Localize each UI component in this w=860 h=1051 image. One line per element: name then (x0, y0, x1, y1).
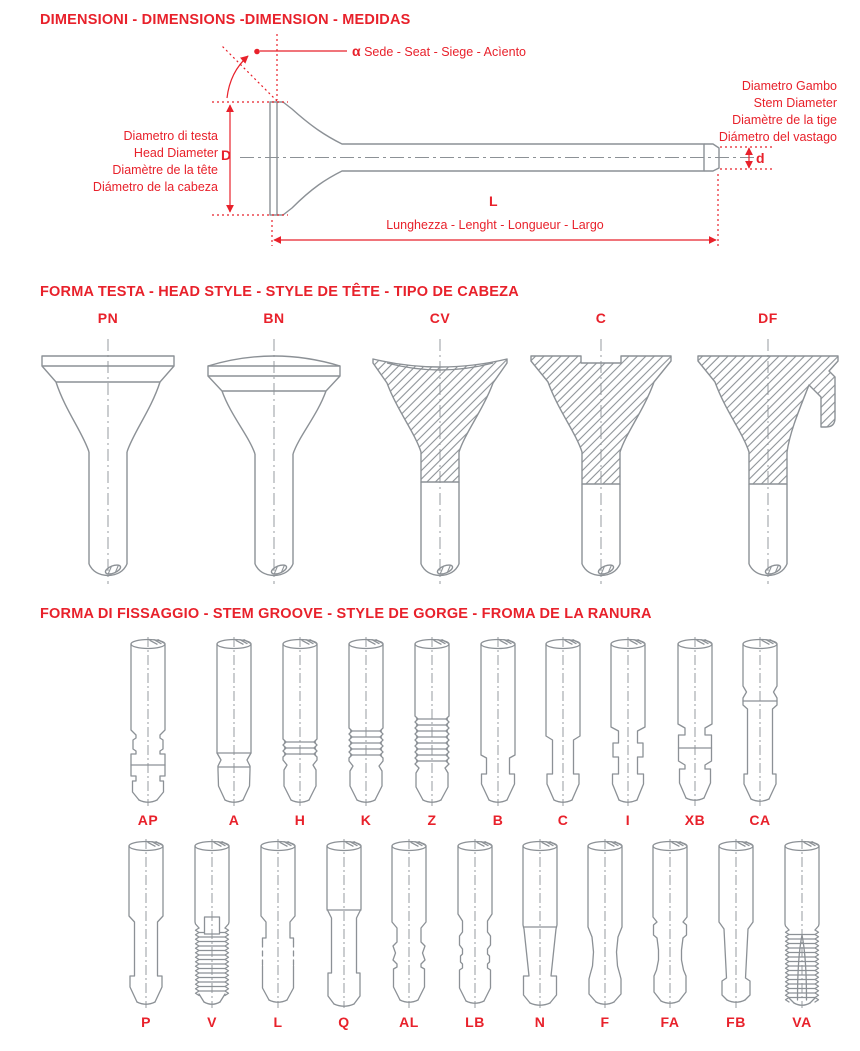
head-style-figure-pn (33, 310, 183, 591)
stem-groove-figure-xb (671, 636, 719, 828)
seat-angle-label (352, 43, 526, 61)
head-style-figure-c (526, 310, 676, 591)
stem-groove-drawing-c (539, 636, 587, 808)
stem-groove-drawing-fa (646, 838, 694, 1010)
stem-groove-label: Z (427, 812, 437, 828)
alpha-symbol: α (352, 43, 361, 59)
dimensions-section-title: DIMENSIONI - DIMENSIONS -DIMENSION - MEDIDAS (40, 12, 411, 28)
stem-groove-label: N (534, 1014, 546, 1030)
head-style-label: BN (263, 310, 285, 326)
stem-groove-figure-fb (712, 838, 760, 1030)
seat-angle-dot (254, 49, 260, 55)
stem-groove-figure-c (539, 636, 587, 828)
head-styles-section-title: FORMA TESTA - HEAD STYLE - STYLE DE TÊTE - TIPO DE CABEZA (40, 284, 519, 300)
stem-groove-label: FB (726, 1014, 746, 1030)
stem-groove-drawing-z (408, 636, 456, 808)
head-style-drawing-df (693, 336, 843, 591)
stem-groove-label: F (600, 1014, 610, 1030)
stem-groove-drawing-k (342, 636, 390, 808)
stem-groove-drawing-a (210, 636, 258, 808)
head-diameter-line: Head Diameter (133, 146, 218, 160)
head-style-label: DF (758, 310, 778, 326)
stem-groove-label: V (207, 1014, 217, 1030)
stem-groove-label: Q (338, 1014, 350, 1030)
stem-groove-drawing-v (188, 838, 236, 1010)
stem-diameter-line: Diametro Gambo (741, 79, 837, 93)
stem-groove-figure-al (385, 838, 433, 1030)
stem-groove-figure-l (254, 838, 302, 1030)
stem-groove-label: CA (749, 812, 771, 828)
stem-groove-drawing-lb (451, 838, 499, 1010)
stem-groove-label: I (625, 812, 631, 828)
stem-groove-figure-a (210, 636, 258, 828)
stem-groove-label: C (557, 812, 569, 828)
stem-groove-label: AL (399, 1014, 419, 1030)
stem-groove-label: A (228, 812, 240, 828)
stem-groove-label: FA (660, 1014, 680, 1030)
head-style-label: C (595, 310, 607, 326)
stem-groove-figure-h (276, 636, 324, 828)
stem-groove-label: VA (792, 1014, 812, 1030)
length-text: Lunghezza - Lenght - Longueur - Largo (386, 218, 604, 232)
head-diameter-line: Diametro di testa (123, 129, 218, 143)
stem-groove-label: K (360, 812, 372, 828)
stem-groove-figure-q (320, 838, 368, 1030)
stem-groove-drawing-va (778, 838, 826, 1010)
stem-groove-drawing-f (581, 838, 629, 1010)
stem-groove-drawing-ca (736, 636, 784, 808)
head-style-figure-cv (365, 310, 515, 591)
stem-groove-figure-b (474, 636, 522, 828)
seat-text: Sede - Seat - Siege - Acìento (364, 45, 526, 59)
stem-diameter-label (719, 78, 837, 146)
head-style-drawing-cv (365, 336, 515, 591)
head-style-label: PN (97, 310, 119, 326)
stem-groove-label: L (273, 1014, 283, 1030)
stem-groove-drawing-fb (712, 838, 760, 1010)
stem-groove-figure-va (778, 838, 826, 1030)
stem-groove-drawing-ap (124, 636, 172, 808)
head-style-figure-bn (199, 310, 349, 591)
stem-groove-figure-v (188, 838, 236, 1030)
head-style-drawing-c (526, 336, 676, 591)
stem-groove-figure-lb (451, 838, 499, 1030)
head-style-drawing-bn (199, 336, 349, 591)
stem-groove-drawing-q (320, 838, 368, 1010)
stem-groove-drawing-l (254, 838, 302, 1010)
stem-groove-drawing-xb (671, 636, 719, 808)
stem-groove-figure-ca (736, 636, 784, 828)
stem-groove-figure-z (408, 636, 456, 828)
stem-groove-figure-f (581, 838, 629, 1030)
stem-groove-figure-i (604, 636, 652, 828)
extension-dotted-lines (212, 34, 774, 246)
stem-groove-label: XB (684, 812, 706, 828)
stem-groove-figure-p (122, 838, 170, 1030)
stem-diameter-line: Diámetro del vastago (718, 130, 837, 144)
stem-groove-drawing-n (516, 838, 564, 1010)
stem-groove-figure-ap (124, 636, 172, 828)
stem-diameter-line: Stem Diameter (753, 96, 837, 110)
head-diameter-line: Diamètre de la tête (112, 163, 218, 177)
stem-groove-drawing-h (276, 636, 324, 808)
dimension-letter-d: d (756, 150, 765, 166)
dimension-lines (212, 34, 774, 246)
stem-groove-label: H (294, 812, 306, 828)
stem-groove-figure-n (516, 838, 564, 1030)
head-style-figure-df (693, 310, 843, 591)
head-diameter-label (93, 128, 218, 196)
stem-groove-label: LB (465, 1014, 485, 1030)
stem-groove-label: AP (137, 812, 159, 828)
stem-groove-label: B (492, 812, 504, 828)
stem-groove-figure-k (342, 636, 390, 828)
head-style-label: CV (429, 310, 451, 326)
dimension-letter-D: D (221, 147, 232, 163)
stem-groove-drawing-p (122, 838, 170, 1010)
stem-grooves-section-title: FORMA DI FISSAGGIO - STEM GROOVE - STYLE DE GORGE - FROMA DE LA RANURA (40, 606, 652, 622)
stem-groove-figure-fa (646, 838, 694, 1030)
dimension-letter-L: L (489, 193, 498, 209)
head-style-drawing-pn (33, 336, 183, 591)
stem-groove-drawing-b (474, 636, 522, 808)
stem-groove-drawing-al (385, 838, 433, 1010)
stem-groove-label: P (141, 1014, 151, 1030)
head-diameter-line: Diámetro de la cabeza (92, 180, 218, 194)
stem-groove-drawing-i (604, 636, 652, 808)
stem-diameter-line: Diamètre de la tige (732, 113, 837, 127)
